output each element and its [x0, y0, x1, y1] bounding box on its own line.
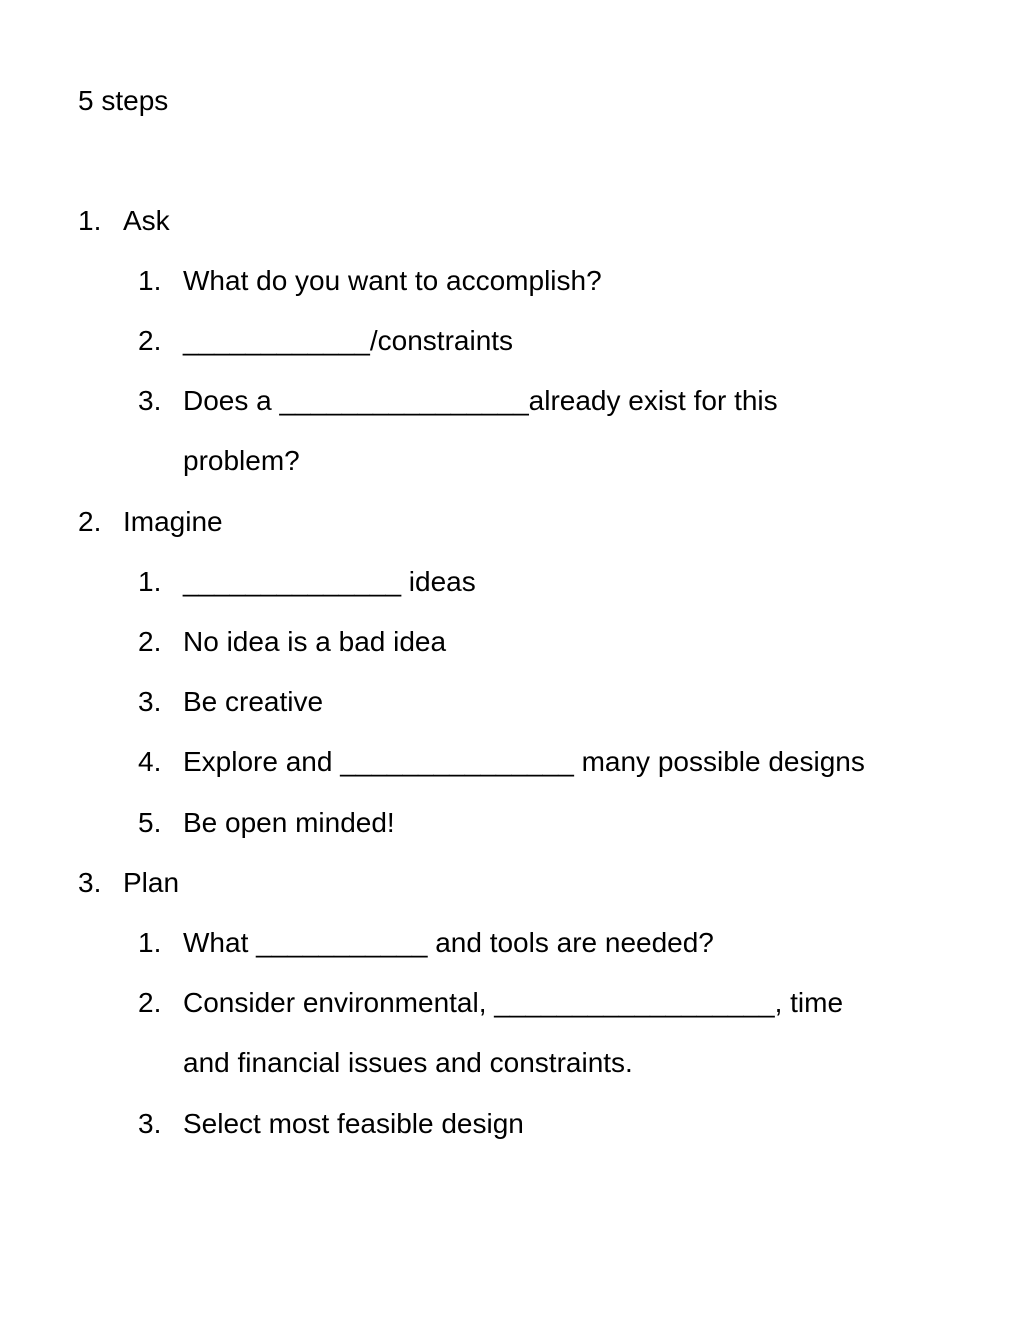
section-plan	[78, 866, 179, 900]
item-continuation: and financial issues and constraints.	[183, 1047, 633, 1078]
item-text: Explore and _______________ many possible designs	[183, 746, 865, 777]
item-number: 3.	[138, 1108, 162, 1139]
item-number: 2.	[138, 626, 162, 657]
item-number: 2.	[138, 987, 162, 1018]
item-continuation: problem?	[183, 445, 300, 476]
list-item	[138, 264, 602, 298]
section-heading: Imagine	[123, 506, 223, 537]
item-text: ____________/constraints	[183, 325, 514, 356]
item-text: Consider environmental, __________________, time	[183, 987, 844, 1018]
item-text: Be creative	[183, 686, 324, 717]
item-text: Select most feasible design	[183, 1108, 524, 1139]
item-number: 1.	[138, 566, 162, 597]
list-item	[138, 685, 323, 719]
item-number: 4.	[138, 746, 162, 777]
item-number: 2.	[138, 325, 162, 356]
item-number: 1.	[138, 265, 162, 296]
section-imagine	[78, 505, 223, 539]
list-item	[138, 926, 714, 960]
item-number: 5.	[138, 807, 162, 838]
item-text: Be open minded!	[183, 807, 395, 838]
document-title: 5 steps	[78, 85, 169, 116]
section-number: 1.	[78, 205, 102, 236]
list-item	[138, 1107, 524, 1141]
item-text: What do you want to accomplish?	[183, 265, 602, 296]
section-number: 3.	[78, 867, 102, 898]
list-item	[138, 565, 476, 599]
item-text: No idea is a bad idea	[183, 626, 447, 657]
list-item	[138, 806, 395, 840]
list-item	[138, 745, 865, 779]
item-number: 3.	[138, 686, 162, 717]
item-number: 3.	[138, 385, 162, 416]
section-ask	[78, 204, 170, 238]
item-text: What ___________ and tools are needed?	[183, 927, 714, 958]
list-item	[138, 625, 446, 659]
item-number: 1.	[138, 927, 162, 958]
section-number: 2.	[78, 506, 102, 537]
list-item	[138, 384, 778, 418]
list-item	[138, 986, 843, 1020]
list-item	[138, 324, 513, 358]
section-heading: Plan	[123, 867, 180, 898]
item-text: Does a ________________already exist for this	[183, 385, 778, 416]
item-text: ______________ ideas	[183, 566, 476, 597]
section-heading: Ask	[123, 205, 170, 236]
